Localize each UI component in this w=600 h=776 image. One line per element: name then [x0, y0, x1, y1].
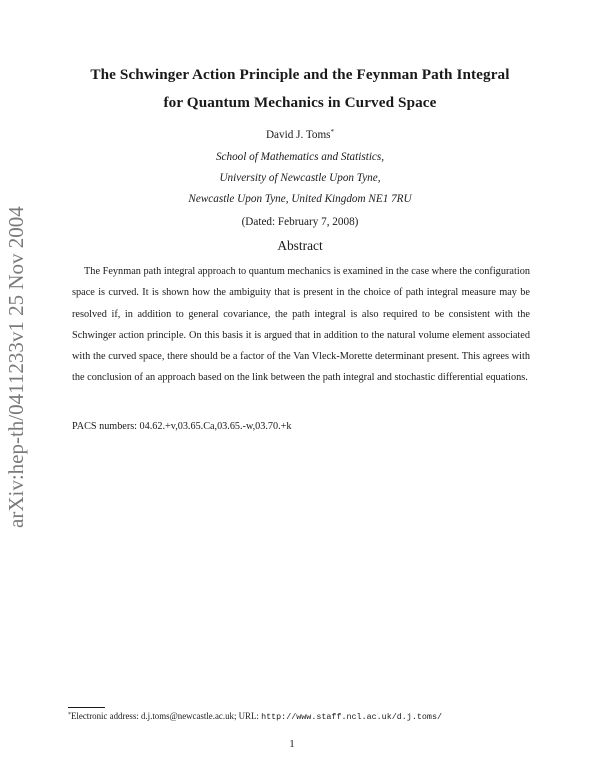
paper-title-line-1: The Schwinger Action Principle and the Feynman Path Integral [90, 66, 510, 83]
author-name [40, 128, 560, 141]
pacs-numbers: PACS numbers: 04.62.+v,03.65.Ca,03.65.-w,03.70.+k [72, 421, 292, 432]
affiliation-line-3: Newcastle Upon Tyne, United Kingdom NE1 7RU [188, 193, 412, 205]
footnote [68, 711, 442, 722]
abstract-body: The Feynman path integral approach to quantum mechanics is examined in the case where the configuration space is curved. It is shown how the ambiguity that is present in the choice of path integral measure may be resolved if, in addition to general covariance, the path integral is also required to be consistent with the Schwinger action principle. On this basis it is argued that in addition to the natural volume element associated with the curved space, there should be a factor of the Van Vleck-Morette determinant present. This agrees with the conclusion of an approach based on the link between the path integral and stochastic differential equations. [72, 266, 530, 384]
footnote-divider [68, 707, 105, 708]
footnote-marker: * [68, 712, 71, 718]
author-name-text: David J. Toms [265, 129, 331, 141]
footnote-url-link[interactable]: http://www.staff.ncl.ac.uk/d.j.toms/ [261, 712, 442, 722]
abstract-heading: Abstract [277, 238, 323, 253]
author-footnote-marker: * [330, 128, 335, 136]
arxiv-identifier-stamp: arXiv:hep-th/0411233v1 25 Nov 2004 [4, 206, 28, 528]
affiliation-line-2: University of Newcastle Upon Tyne, [219, 172, 381, 184]
dated-line: (Dated: February 7, 2008) [241, 216, 359, 228]
paper-title-line-2: for Quantum Mechanics in Curved Space [163, 94, 437, 111]
page-number: 1 [289, 738, 295, 750]
affiliation-line-1: School of Mathematics and Statistics, [215, 151, 385, 163]
footnote-email: Electronic address: d.j.toms@newcastle.ac.uk; URL: [71, 711, 262, 721]
